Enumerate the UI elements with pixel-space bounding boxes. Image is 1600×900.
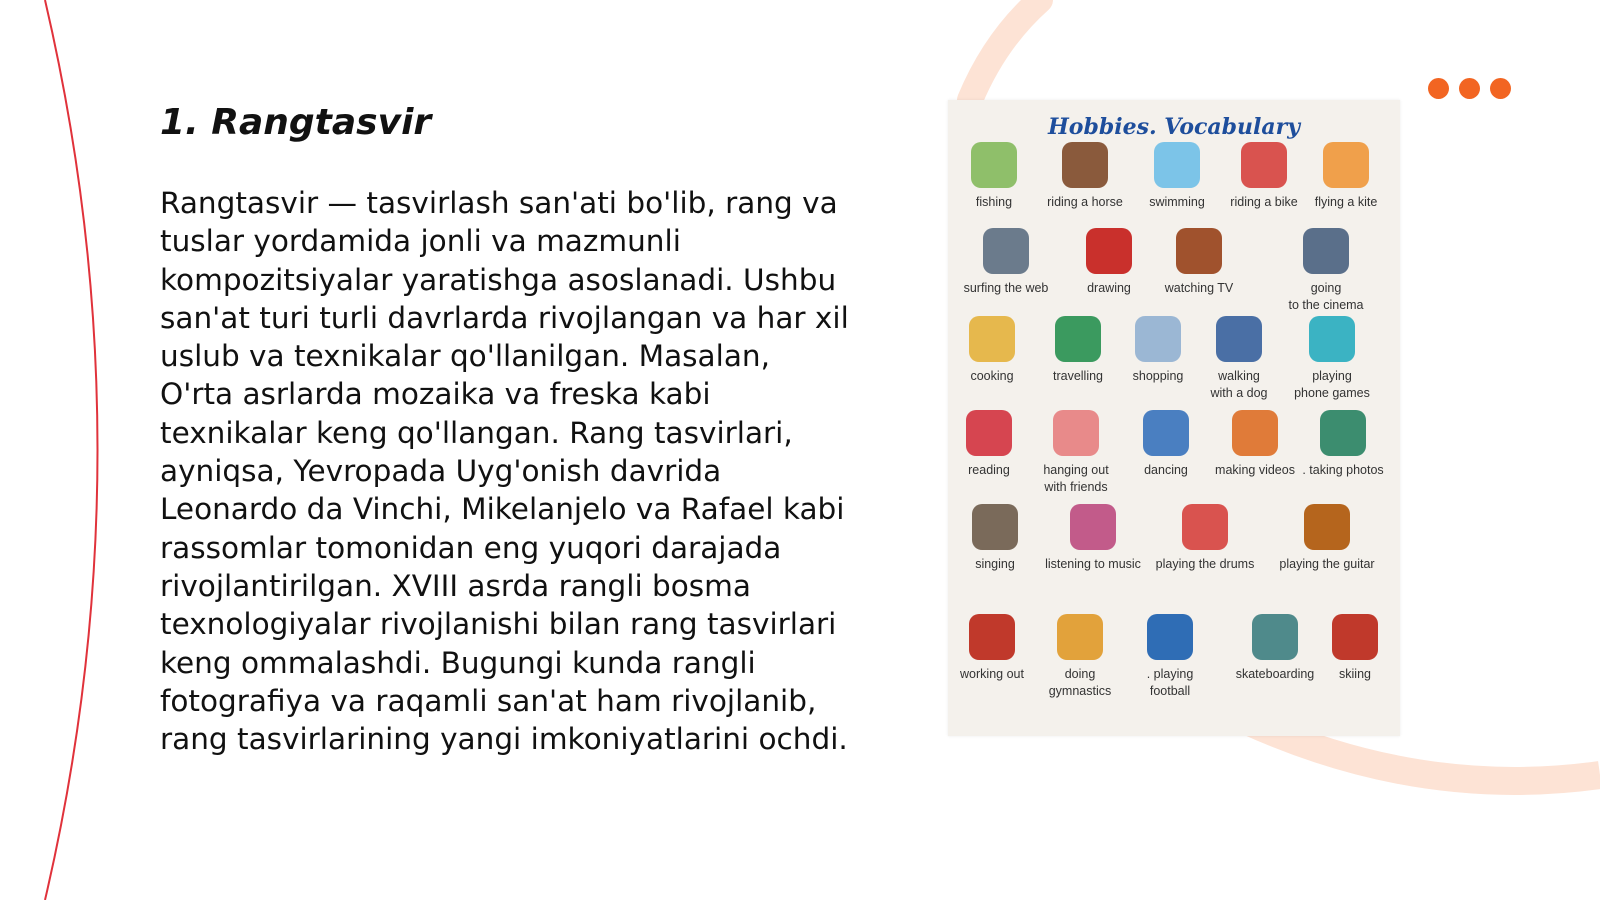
gymnastics-icon	[1057, 614, 1103, 660]
hobby-label: listening to music	[1045, 557, 1141, 571]
guitar-icon	[1304, 504, 1350, 550]
drawing-icon	[1086, 228, 1132, 274]
hobby-label: travelling	[1052, 369, 1104, 383]
hobby-label: making videos	[1215, 463, 1295, 477]
camera-icon	[1320, 410, 1366, 456]
slide-body-text: Rangtasvir — tasvirlash san'ati bo'lib, rang va tuslar yordamida jonli va mazmunli kompozitsiyalar yaratishga asoslanadi. Ushbu san'at turi turli davrlarda rivojlangan va har xil uslub va texnikalar qo'llanilgan. Masalan, O'rta asrlarda mozaika va freska kabi texnikalar keng qo'llangan. Rang tasvirlari, ayniqsa, Yevropada Uyg'onish davrida Leonardo da Vinchi, Mikelanjelo va Rafael kabi rassomlar tomonidan eng yuqori darajada rivojlantirilgan. XVIII asrda rangli bosma texnologiyalar rivojlanishi bilan rang tasvirlari keng ommalashdi. Bugungi kunda rangli fotografiya va raqamli san'at ham rivojlanib, rang tasvirlarining yangi imkoniyatlarini ochdi.	[160, 186, 849, 757]
shopping-cart-icon	[1135, 316, 1181, 362]
horse-icon	[1062, 142, 1108, 188]
hobby-label: doing gymnastics	[1048, 667, 1112, 698]
hobby-label: playing the drums	[1155, 557, 1255, 571]
hobby-item	[1276, 316, 1388, 402]
hobby-label: singing	[975, 557, 1015, 571]
hobby-item	[1149, 504, 1261, 573]
football-icon	[1147, 614, 1193, 660]
peach-arc-top	[970, 0, 1040, 100]
dog-walking-icon	[1216, 316, 1262, 362]
hobby-item	[950, 228, 1062, 297]
friends-icon	[1053, 410, 1099, 456]
hobby-item	[1299, 614, 1411, 683]
bike-icon	[1241, 142, 1287, 188]
hobby-label: working out	[960, 667, 1024, 681]
cooking-icon	[969, 316, 1015, 362]
dancing-icon	[1143, 410, 1189, 456]
tv-icon	[1176, 228, 1222, 274]
hobby-item	[1037, 504, 1149, 573]
hobby-item	[1114, 614, 1226, 700]
dot	[1428, 78, 1449, 99]
laptop-icon	[983, 228, 1029, 274]
decorative-dots	[1428, 78, 1511, 99]
hobby-label: swimming	[1149, 195, 1205, 209]
hobby-label: going to the cinema	[1288, 281, 1364, 312]
fishing-icon	[971, 142, 1017, 188]
singing-icon	[972, 504, 1018, 550]
hobby-label: cooking	[970, 369, 1014, 383]
swimming-icon	[1154, 142, 1200, 188]
hobby-label: flying a kite	[1314, 195, 1378, 209]
hobby-label: skiing	[1339, 667, 1371, 681]
slide-heading: 1. Rangtasvir	[160, 102, 432, 143]
phone-icon	[1309, 316, 1355, 362]
hobby-label: playing the guitar	[1279, 557, 1375, 571]
hobby-item	[939, 504, 1051, 573]
hobby-label: riding a horse	[1047, 195, 1123, 209]
skateboard-icon	[1252, 614, 1298, 660]
hobby-label: walking with a dog	[1210, 369, 1268, 400]
hobby-label: . playing football	[1146, 667, 1194, 698]
hobby-label: riding a bike	[1230, 195, 1298, 209]
infographic-title: Hobbies. Vocabulary	[1047, 114, 1301, 140]
hobby-item	[1290, 142, 1402, 211]
globe-icon	[1055, 316, 1101, 362]
cinema-icon	[1303, 228, 1349, 274]
hobby-item	[1270, 228, 1382, 314]
left-red-curve	[45, 0, 98, 900]
hobby-label: drawing	[1087, 281, 1131, 295]
hobby-label: shopping	[1132, 369, 1184, 383]
drums-icon	[1182, 504, 1228, 550]
hobby-label: playing phone games	[1294, 369, 1370, 400]
hobby-label: dancing	[1144, 463, 1188, 477]
hobbies-vocabulary-image	[948, 100, 1400, 736]
hobby-item	[1287, 410, 1399, 479]
hobby-label: skateboarding	[1235, 667, 1315, 681]
hobby-label: reading	[968, 463, 1010, 477]
dot	[1459, 78, 1480, 99]
reading-icon	[966, 410, 1012, 456]
hobby-item	[1143, 228, 1255, 297]
hobby-label: surfing the web	[963, 281, 1049, 295]
hobby-label: watching TV	[1164, 281, 1234, 295]
video-icon	[1232, 410, 1278, 456]
kite-icon	[1323, 142, 1369, 188]
workout-icon	[969, 614, 1015, 660]
skiing-icon	[1332, 614, 1378, 660]
hobby-label: . taking photos	[1302, 463, 1384, 477]
hobby-label: fishing	[975, 195, 1013, 209]
hobby-item	[1271, 504, 1383, 573]
hobby-label: hanging out with friends	[1043, 463, 1109, 494]
headphones-icon	[1070, 504, 1116, 550]
dot	[1490, 78, 1511, 99]
